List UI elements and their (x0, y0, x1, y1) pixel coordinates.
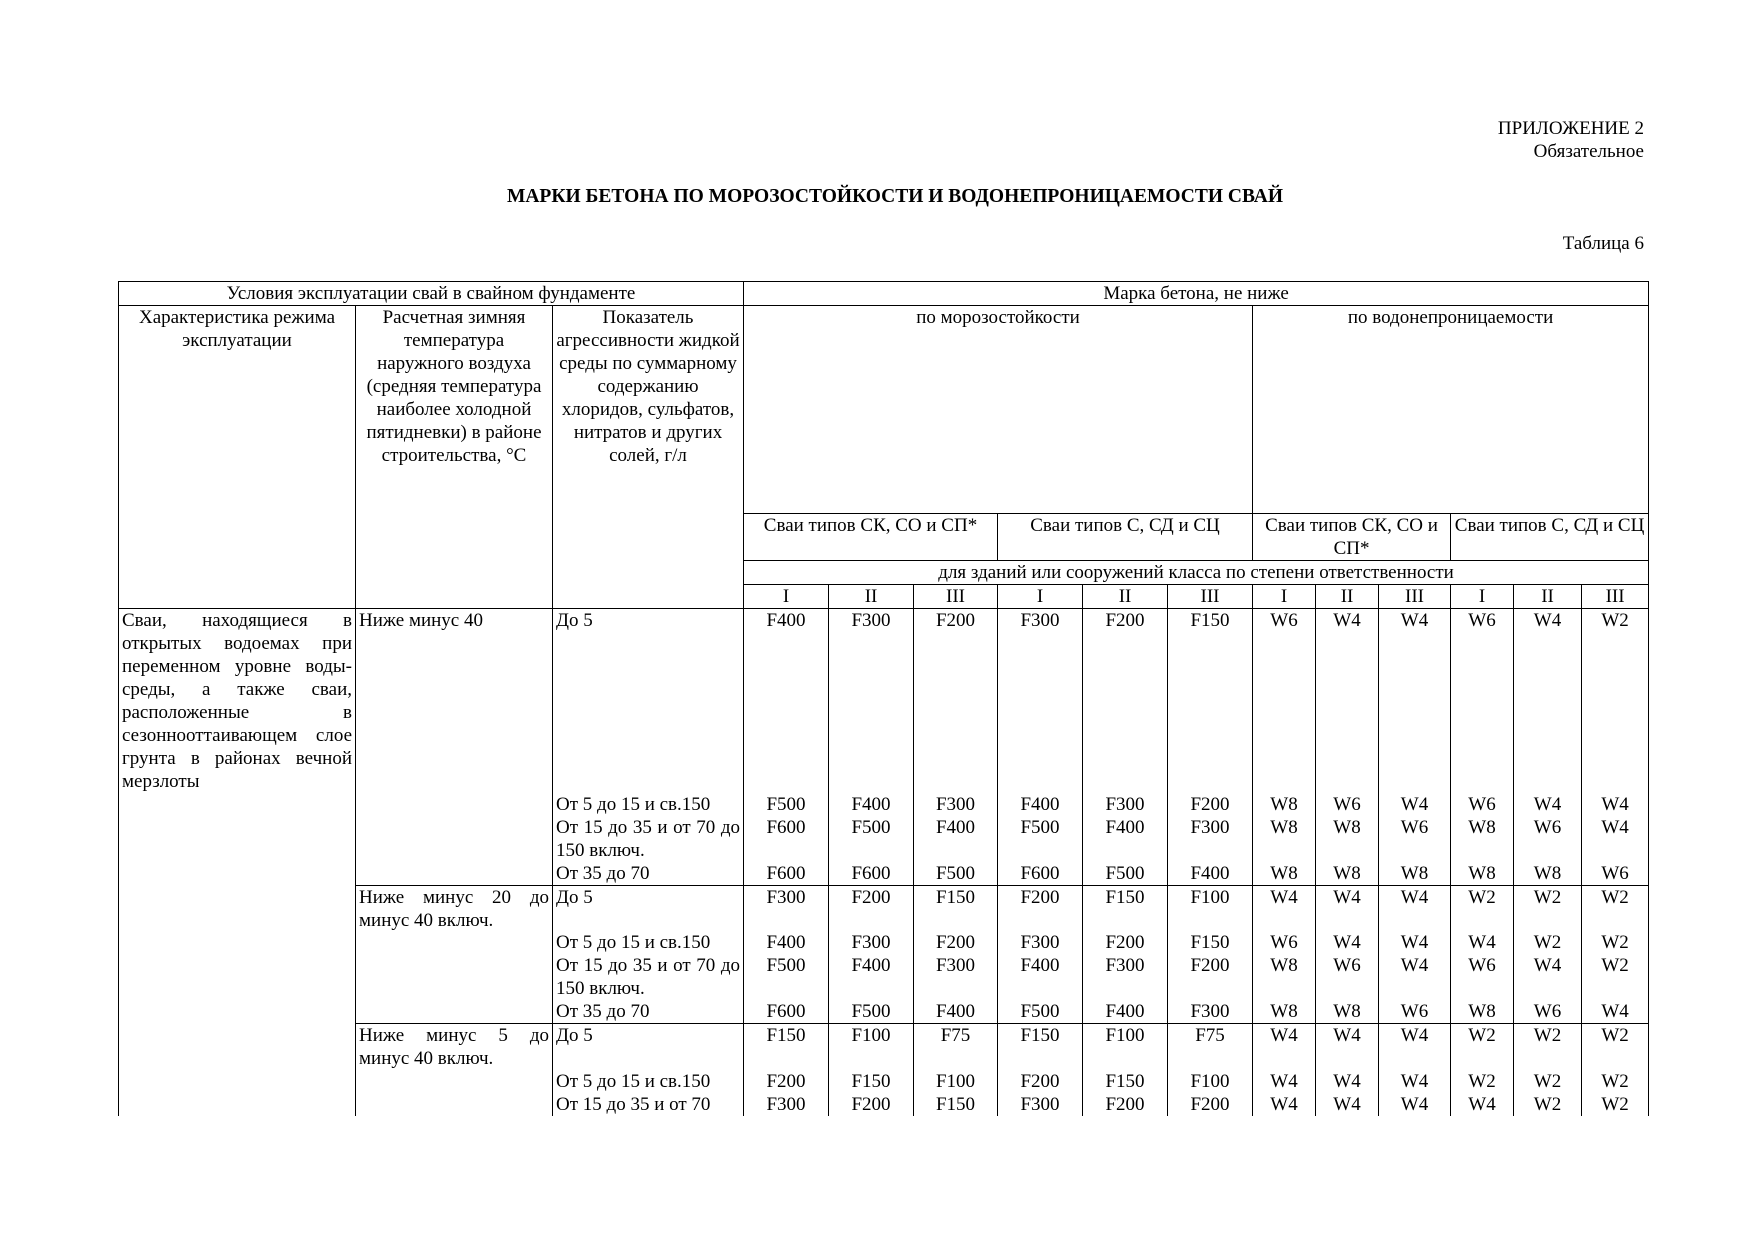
grade-cell: F300 (914, 793, 998, 816)
header-temperature: Расчетная зимняя температура наружного воздуха (средняя температура наиболее холодной пятидневки) в районе строительства, °С (356, 306, 553, 609)
grade-cell: W4 (1253, 885, 1316, 931)
grade-cell: W4 (1379, 1070, 1451, 1093)
header-aggressiveness: Показатель агрессивности жидкой среды по суммарному содержанию хлоридов, сульфатов, нитратов и других солей, г/л (553, 306, 744, 609)
grade-cell: W8 (1451, 1000, 1514, 1024)
grade-cell: F400 (998, 793, 1083, 816)
aggressiveness-cell: От 35 до 70 (553, 862, 744, 886)
grade-cell: F300 (1168, 1000, 1253, 1024)
grade-cell: W4 (1253, 1093, 1316, 1116)
grade-cell: W6 (1253, 931, 1316, 954)
grade-cell: W4 (1253, 1070, 1316, 1093)
grade-cell: W4 (1379, 954, 1451, 1000)
grade-cell: W2 (1582, 954, 1649, 1000)
grade-cell: F150 (744, 1024, 829, 1070)
grade-cell: W2 (1582, 1024, 1649, 1070)
grade-cell: F150 (1083, 885, 1168, 931)
grade-cell: F300 (914, 954, 998, 1000)
grade-cell: W6 (1316, 954, 1379, 1000)
grade-cell: F400 (829, 793, 914, 816)
class-cell: I (1253, 585, 1316, 609)
class-cell: II (829, 585, 914, 609)
grade-cell: F600 (829, 862, 914, 886)
grade-cell: W6 (1316, 793, 1379, 816)
class-cell: III (1582, 585, 1649, 609)
grade-cell: W4 (1379, 609, 1451, 793)
grade-cell: W8 (1514, 862, 1582, 886)
grade-cell: W4 (1582, 1000, 1649, 1024)
aggressiveness-cell: От 15 до 35 и от 70 до 150 включ. (553, 954, 744, 1000)
grade-cell: W4 (1316, 1024, 1379, 1070)
table-body (119, 609, 1649, 1116)
grade-cell: F400 (914, 816, 998, 862)
grade-cell: F200 (914, 609, 998, 793)
grade-cell: W4 (1253, 1024, 1316, 1070)
grade-cell: F200 (998, 885, 1083, 931)
class-cell: III (1168, 585, 1253, 609)
grade-cell: W2 (1582, 931, 1649, 954)
class-cell: I (998, 585, 1083, 609)
grade-cell: F300 (744, 885, 829, 931)
grade-cell: W4 (1514, 609, 1582, 793)
grade-cell: F150 (914, 1093, 998, 1116)
grade-cell: F200 (744, 1070, 829, 1093)
grade-cell: W4 (1379, 931, 1451, 954)
grade-cell: W2 (1451, 1070, 1514, 1093)
grade-cell: W2 (1514, 1024, 1582, 1070)
grade-cell: F200 (1168, 793, 1253, 816)
grade-cell: W4 (1582, 793, 1649, 816)
header-frost: по морозостойкости (744, 306, 1253, 514)
temperature-cell: Ниже минус 5 до минус 40 включ. (356, 1024, 553, 1116)
header-piles-frost-b: Сваи типов С, СД и СЦ (998, 514, 1253, 561)
class-cell: II (1514, 585, 1582, 609)
aggressiveness-cell: От 15 до 35 и от 70 до 150 включ. (553, 816, 744, 862)
temperature-cell: Ниже минус 20 до минус 40 включ. (356, 885, 553, 1024)
grade-cell: F600 (744, 1000, 829, 1024)
grade-cell: W2 (1451, 885, 1514, 931)
grade-cell: F400 (1083, 816, 1168, 862)
grade-cell: F300 (1168, 816, 1253, 862)
grade-cell: F400 (744, 609, 829, 793)
document-title: МАРКИ БЕТОНА ПО МОРОЗОСТОЙКОСТИ И ВОДОНЕПРОНИЦАЕМОСТИ СВАЙ (506, 186, 1284, 207)
grade-cell: F150 (829, 1070, 914, 1093)
grade-cell: F400 (998, 954, 1083, 1000)
grade-cell: F500 (998, 1000, 1083, 1024)
grade-cell: F100 (1168, 1070, 1253, 1093)
grade-cell: F100 (1168, 885, 1253, 931)
table-header (119, 282, 1649, 609)
table-number: Таблица 6 (1562, 233, 1644, 254)
aggressiveness-cell: От 5 до 15 и св.150 (553, 793, 744, 816)
grade-cell: F150 (1168, 609, 1253, 793)
grade-cell: F300 (829, 609, 914, 793)
grade-cell: F400 (744, 931, 829, 954)
header-water: по водонепроницаемости (1253, 306, 1649, 514)
grade-cell: F100 (914, 1070, 998, 1093)
grade-cell: F600 (744, 862, 829, 886)
grade-cell: W6 (1253, 609, 1316, 793)
grade-cell: W6 (1451, 954, 1514, 1000)
grade-cell: W2 (1582, 1070, 1649, 1093)
temperature-cell: Ниже минус 40 (356, 609, 553, 886)
grade-cell: F400 (1168, 862, 1253, 886)
header-piles-frost-a: Сваи типов СК, СО и СП* (744, 514, 998, 561)
grade-cell: F500 (744, 793, 829, 816)
concrete-grade-table (118, 281, 1649, 1116)
grade-cell: W8 (1451, 816, 1514, 862)
header-piles-water-b: Сваи типов С, СД и СЦ (1451, 514, 1649, 561)
class-cell: I (744, 585, 829, 609)
grade-cell: W8 (1316, 1000, 1379, 1024)
grade-cell: F150 (998, 1024, 1083, 1070)
grade-cell: F200 (1083, 609, 1168, 793)
grade-cell: W4 (1316, 885, 1379, 931)
grade-cell: W8 (1316, 862, 1379, 886)
grade-cell: W8 (1316, 816, 1379, 862)
grade-cell: W2 (1514, 1093, 1582, 1116)
grade-cell: W6 (1582, 862, 1649, 886)
grade-cell: F600 (998, 862, 1083, 886)
grade-cell: W4 (1316, 1093, 1379, 1116)
grade-cell: W4 (1379, 1024, 1451, 1070)
grade-cell: F400 (914, 1000, 998, 1024)
grade-cell: F100 (1083, 1024, 1168, 1070)
grade-cell: W8 (1253, 954, 1316, 1000)
grade-cell: F300 (998, 931, 1083, 954)
grade-cell: W8 (1253, 1000, 1316, 1024)
header-grade: Марка бетона, не ниже (744, 282, 1649, 306)
grade-cell: F200 (914, 931, 998, 954)
grade-cell: F400 (829, 954, 914, 1000)
grade-cell: W4 (1316, 609, 1379, 793)
grade-cell: F150 (914, 885, 998, 931)
grade-cell: F300 (744, 1093, 829, 1116)
grade-cell: F500 (914, 862, 998, 886)
grade-cell: F500 (1083, 862, 1168, 886)
grade-cell: F75 (1168, 1024, 1253, 1070)
grade-cell: W2 (1582, 885, 1649, 931)
grade-cell: W8 (1451, 862, 1514, 886)
grade-cell: F200 (1168, 1093, 1253, 1116)
appendix-number: ПРИЛОЖЕНИЕ 2 (1497, 118, 1644, 139)
grade-cell: W2 (1514, 885, 1582, 931)
header-piles-water-a: Сваи типов СК, СО и СП* (1253, 514, 1451, 561)
grade-cell: W2 (1582, 1093, 1649, 1116)
grade-cell: W4 (1316, 931, 1379, 954)
grade-cell: W6 (1451, 609, 1514, 793)
grade-cell: F500 (829, 816, 914, 862)
grade-cell: F500 (744, 954, 829, 1000)
table-row (119, 609, 1649, 793)
grade-cell: F300 (1083, 793, 1168, 816)
grade-cell: W2 (1451, 1024, 1514, 1070)
grade-cell: W4 (1379, 885, 1451, 931)
mode-description: Сваи, находящиеся в открытых водоемах при переменном уровне воды-среды, а также сваи, расположенные в сезоннооттаивающем слое грунта в районах вечной мерзлоты (119, 609, 356, 1116)
header-class: для зданий или сооружений класса по степени ответственности (744, 561, 1649, 585)
grade-cell: W6 (1379, 1000, 1451, 1024)
grade-cell: F300 (998, 609, 1083, 793)
grade-cell: F300 (829, 931, 914, 954)
grade-cell: W4 (1451, 1093, 1514, 1116)
grade-cell: F200 (1083, 1093, 1168, 1116)
aggressiveness-cell: До 5 (553, 885, 744, 931)
grade-cell: W6 (1451, 793, 1514, 816)
class-cell: III (914, 585, 998, 609)
grade-cell: W6 (1514, 1000, 1582, 1024)
grade-cell: W8 (1253, 793, 1316, 816)
grade-cell: F400 (1083, 1000, 1168, 1024)
grade-cell: W2 (1514, 1070, 1582, 1093)
grade-cell: F150 (1168, 931, 1253, 954)
grade-cell: F500 (998, 816, 1083, 862)
aggressiveness-cell: От 35 до 70 (553, 1000, 744, 1024)
grade-cell: F500 (829, 1000, 914, 1024)
aggressiveness-cell: До 5 (553, 609, 744, 793)
grade-cell: W2 (1514, 931, 1582, 954)
aggressiveness-cell: От 5 до 15 и св.150 (553, 931, 744, 954)
class-cell: I (1451, 585, 1514, 609)
appendix-status: Обязательное (1533, 141, 1644, 162)
grade-cell: F100 (829, 1024, 914, 1070)
grade-cell: F600 (744, 816, 829, 862)
grade-cell: F200 (829, 1093, 914, 1116)
grade-cell: F150 (1083, 1070, 1168, 1093)
aggressiveness-cell: До 5 (553, 1024, 744, 1070)
header-conditions: Условия эксплуатации свай в свайном фундаменте (119, 282, 744, 306)
grade-cell: W4 (1514, 793, 1582, 816)
class-cell: III (1379, 585, 1451, 609)
grade-cell: W4 (1451, 931, 1514, 954)
class-cell: II (1083, 585, 1168, 609)
grade-cell: W8 (1253, 862, 1316, 886)
grade-cell: W6 (1379, 816, 1451, 862)
grade-cell: W2 (1582, 609, 1649, 793)
grade-cell: W4 (1514, 954, 1582, 1000)
grade-cell: W4 (1379, 1093, 1451, 1116)
grade-cell: W4 (1316, 1070, 1379, 1093)
grade-cell: F200 (998, 1070, 1083, 1093)
grade-cell: W4 (1582, 816, 1649, 862)
grade-cell: F300 (998, 1093, 1083, 1116)
aggressiveness-cell: От 5 до 15 и св.150 (553, 1070, 744, 1093)
grade-cell: F200 (1168, 954, 1253, 1000)
grade-cell: F200 (1083, 931, 1168, 954)
grade-cell: W4 (1379, 793, 1451, 816)
grade-cell: F300 (1083, 954, 1168, 1000)
grade-cell: F75 (914, 1024, 998, 1070)
appendix-label (1498, 117, 1644, 163)
grade-cell: W8 (1379, 862, 1451, 886)
header-mode: Характеристика режима эксплуатации (119, 306, 356, 609)
grade-cell: F200 (829, 885, 914, 931)
grade-cell: W6 (1514, 816, 1582, 862)
grade-cell: W8 (1253, 816, 1316, 862)
class-cell: II (1316, 585, 1379, 609)
aggressiveness-cell: От 15 до 35 и от 70 (553, 1093, 744, 1116)
